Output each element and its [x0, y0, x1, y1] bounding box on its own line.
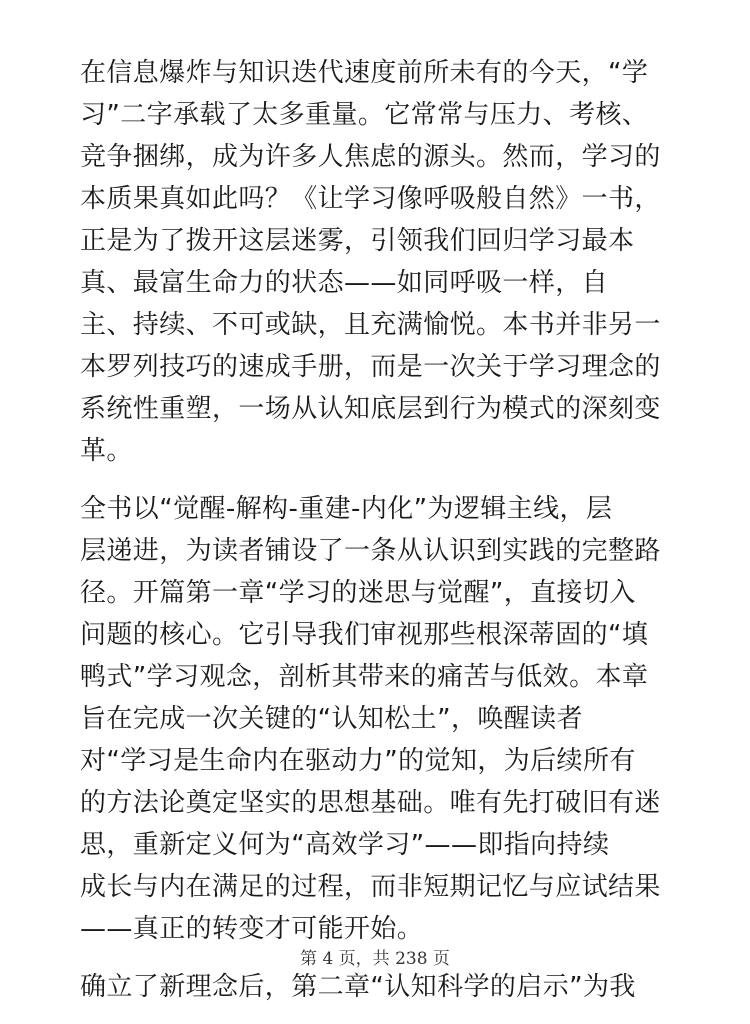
- text-line: 问题的核心。它引导我们审视那些根深蒂固的“填: [80, 620, 649, 650]
- text-line: 本罗列技巧的速成手册，而是一次关于学习理念的: [80, 352, 661, 382]
- text-line: 径。开篇第一章“学习的迷思与觉醒”，直接切入: [80, 578, 636, 608]
- text-line: 对“学习是生命内在驱动力”的觉知，为后续所有: [80, 746, 636, 776]
- text-line: 旨在完成一次关键的“认知松土”，唤醒读者: [80, 704, 583, 734]
- text-line: 竞争捆绑，成为许多人焦虑的源头。然而，学习的: [80, 142, 661, 172]
- page-number-footer: 第 4 页，共 238 页: [300, 949, 450, 969]
- text-line: 正是为了拨开这层迷雾，引领我们回归学习最本: [80, 226, 635, 256]
- text-line: 的方法论奠定坚实的思想基础。唯有先打破旧有迷: [80, 788, 661, 818]
- text-line: 在信息爆炸与知识迭代速度前所未有的今天，“学: [80, 58, 649, 88]
- document-body: [80, 52, 680, 1024]
- text-line: 真、最富生命力的状态——如同呼吸一样，自: [80, 268, 609, 298]
- text-line: 主、持续、不可或缺，且充满愉悦。本书并非另一: [80, 310, 661, 340]
- text-line: 思，重新定义何为“高效学习”——即指向持续: [80, 830, 610, 860]
- text-line: 习”二字承载了太多重量。它常常与压力、考核、: [80, 100, 649, 130]
- text-line: 层递进，为读者铺设了一条从认识到实践的完整路: [80, 536, 661, 566]
- text-line: ——真正的转变才可能开始。: [80, 914, 424, 944]
- text-line: 全书以“觉醒-解构-重建-内化”为逻辑主线，层: [80, 494, 613, 524]
- text-line: 系统性重塑，一场从认知底层到行为模式的深刻变: [80, 394, 661, 424]
- paragraph-3: [80, 966, 680, 1008]
- text-line: 鸭式”学习观念，剖析其带来的痛苦与低效。本章: [80, 662, 649, 692]
- paragraph-1: [80, 52, 680, 472]
- text-line: 确立了新理念后，第二章“认知科学的启示”为我: [80, 972, 636, 1002]
- text-line: 成长与内在满足的过程，而非短期记忆与应试结果: [80, 872, 661, 902]
- text-line: 革。: [80, 436, 133, 466]
- paragraph-2: [80, 488, 680, 950]
- text-line: 本质果真如此吗？《让学习像呼吸般自然》一书，: [80, 184, 661, 214]
